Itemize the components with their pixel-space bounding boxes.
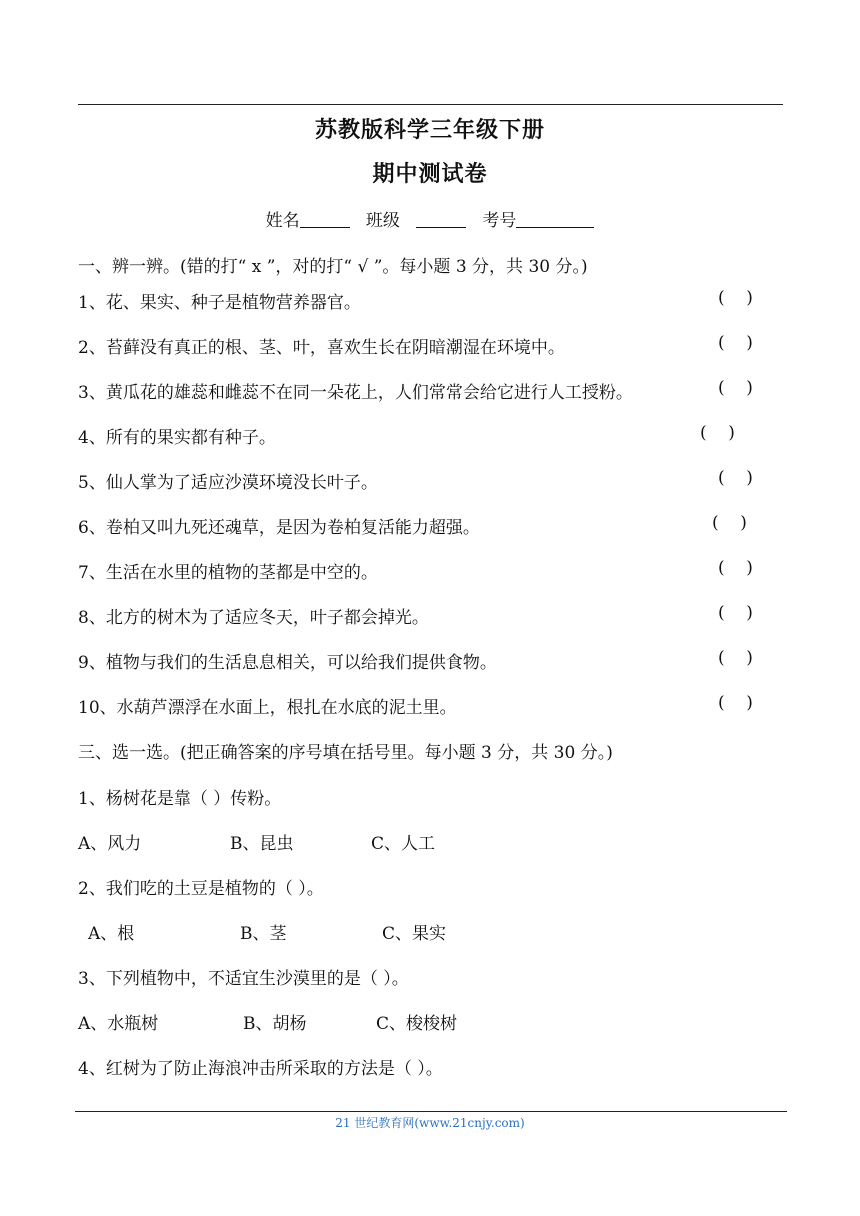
judge-item-1: 1、花、果实、种子是植物营养器官。 <box>78 293 361 313</box>
judge-item-4: 4、所有的果实都有种子。 <box>78 428 276 448</box>
answer-paren-5[interactable]: ( ) <box>718 468 753 488</box>
answer-paren-4[interactable]: ( ) <box>700 423 735 443</box>
name-blank[interactable] <box>300 209 350 228</box>
judge-item-6: 6、卷柏又叫九死还魂草，是因为卷柏复活能力超强。 <box>78 518 480 538</box>
q1-option-b: B、昆虫 <box>230 834 294 854</box>
section1-heading: 一、辨一辨。(错的打“ x ”，对的打“ √ ”。每小题 3 分，共 30 分。) <box>78 257 588 277</box>
q1-option-a: A、风力 <box>78 834 142 854</box>
choice-question-1: 1、杨树花是靠（ ）传粉。 <box>78 789 282 809</box>
answer-paren-3[interactable]: ( ) <box>718 378 753 398</box>
answer-paren-6[interactable]: ( ) <box>712 513 747 533</box>
page-subtitle: 期中测试卷 <box>372 162 488 187</box>
q2-option-b: B、茎 <box>240 924 287 944</box>
choice-question-4: 4、红树为了防止海浪冲击所采取的方法是（ ）。 <box>78 1059 443 1079</box>
answer-paren-7[interactable]: ( ) <box>718 558 753 578</box>
section3-heading: 三、选一选。(把正确答案的序号填在括号里。每小题 3 分，共 30 分。) <box>78 743 613 763</box>
answer-paren-1[interactable]: ( ) <box>718 288 753 308</box>
bottom-rule <box>75 1111 787 1112</box>
footer-link[interactable]: 21 世纪教育网(www.21cnjy.com) <box>335 1116 525 1130</box>
class-blank[interactable] <box>416 209 466 228</box>
answer-paren-10[interactable]: ( ) <box>718 693 753 713</box>
number-label: 考号 <box>482 211 517 231</box>
name-label: 姓名 <box>265 211 300 231</box>
q2-option-c: C、果实 <box>382 924 447 944</box>
judge-item-8: 8、北方的树木为了适应冬天，叶子都会掉光。 <box>78 608 429 628</box>
answer-paren-9[interactable]: ( ) <box>718 648 753 668</box>
answer-paren-8[interactable]: ( ) <box>718 603 753 623</box>
q3-option-a: A、水瓶树 <box>78 1014 159 1034</box>
q3-option-b: B、胡杨 <box>243 1014 307 1034</box>
judge-item-7: 7、生活在水里的植物的茎都是中空的。 <box>78 563 378 583</box>
judge-item-3: 3、黄瓜花的雄蕊和雌蕊不在同一朵花上，人们常常会给它进行人工授粉。 <box>78 383 633 403</box>
q3-option-c: C、梭梭树 <box>376 1014 458 1034</box>
q1-option-c: C、人工 <box>371 834 436 854</box>
student-info-line <box>0 206 860 231</box>
answer-paren-2[interactable]: ( ) <box>718 333 753 353</box>
top-rule <box>78 104 783 105</box>
class-label: 班级 <box>365 211 400 231</box>
judge-item-9: 9、植物与我们的生活息息相关，可以给我们提供食物。 <box>78 653 497 673</box>
judge-item-5: 5、仙人掌为了适应沙漠环境没长叶子。 <box>78 473 378 493</box>
number-blank[interactable] <box>516 209 594 228</box>
judge-item-10: 10、水葫芦漂浮在水面上，根扎在水底的泥土里。 <box>78 698 457 718</box>
q2-option-a: A、根 <box>88 924 135 944</box>
judge-item-2: 2、苔藓没有真正的根、茎、叶，喜欢生长在阴暗潮湿在环境中。 <box>78 338 565 358</box>
choice-question-2: 2、我们吃的土豆是植物的（ ）。 <box>78 879 324 899</box>
choice-question-3: 3、下列植物中，不适宜生沙漠里的是（ ）。 <box>78 969 409 989</box>
page-title: 苏教版科学三年级下册 <box>314 118 545 143</box>
